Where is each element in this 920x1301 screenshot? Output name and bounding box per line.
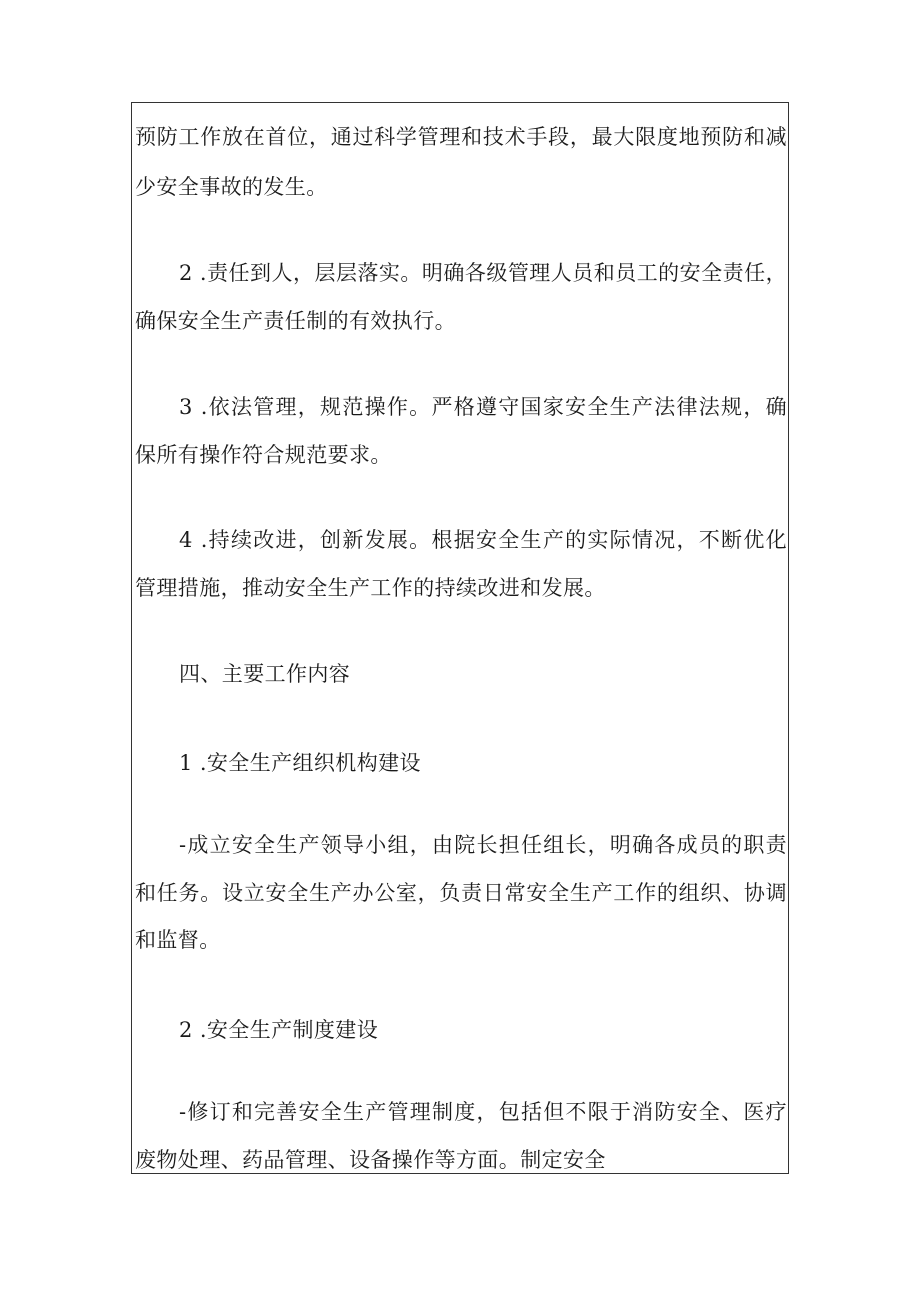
- principle-4-line: 管理措施，推动安全生产工作的持续改进和发展。: [135, 576, 606, 600]
- principle-2-line: 确保安全生产责任制的有效执行。: [135, 309, 456, 333]
- system-paragraph-line: -修订和完善安全生产管理制度，包括但不限于消防安全、医疗: [179, 1100, 787, 1124]
- subsection-heading: 2 .安全生产制度建设: [179, 1018, 379, 1042]
- principle-3-line: 保所有操作符合规范要求。: [135, 443, 392, 467]
- section-heading: 四、主要工作内容: [179, 662, 351, 686]
- org-paragraph-line: 和任务。设立安全生产办公室，负责日常安全生产工作的组织、协调: [135, 881, 787, 905]
- org-paragraph-line: -成立安全生产领导小组，由院长担任组长，明确各成员的职责: [179, 833, 787, 857]
- org-paragraph-line: 和监督。: [135, 928, 221, 952]
- paragraph-line: 预防工作放在首位，通过科学管理和技术手段，最大限度地预防和减: [135, 125, 787, 149]
- system-paragraph-line: 废物处理、药品管理、设备操作等方面。制定安全: [135, 1148, 606, 1172]
- subsection-heading: 1 .安全生产组织机构建设: [179, 751, 421, 775]
- principle-3-line: 3 .依法管理，规范操作。严格遵守国家安全生产法律法规，确: [179, 395, 787, 419]
- paragraph-line: 少安全事故的发生。: [135, 175, 328, 199]
- principle-4-line: 4 .持续改进，创新发展。根据安全生产的实际情况，不断优化: [179, 528, 787, 552]
- principle-2-line: 2 .责任到人，层层落实。明确各级管理人员和员工的安全责任，: [179, 261, 787, 285]
